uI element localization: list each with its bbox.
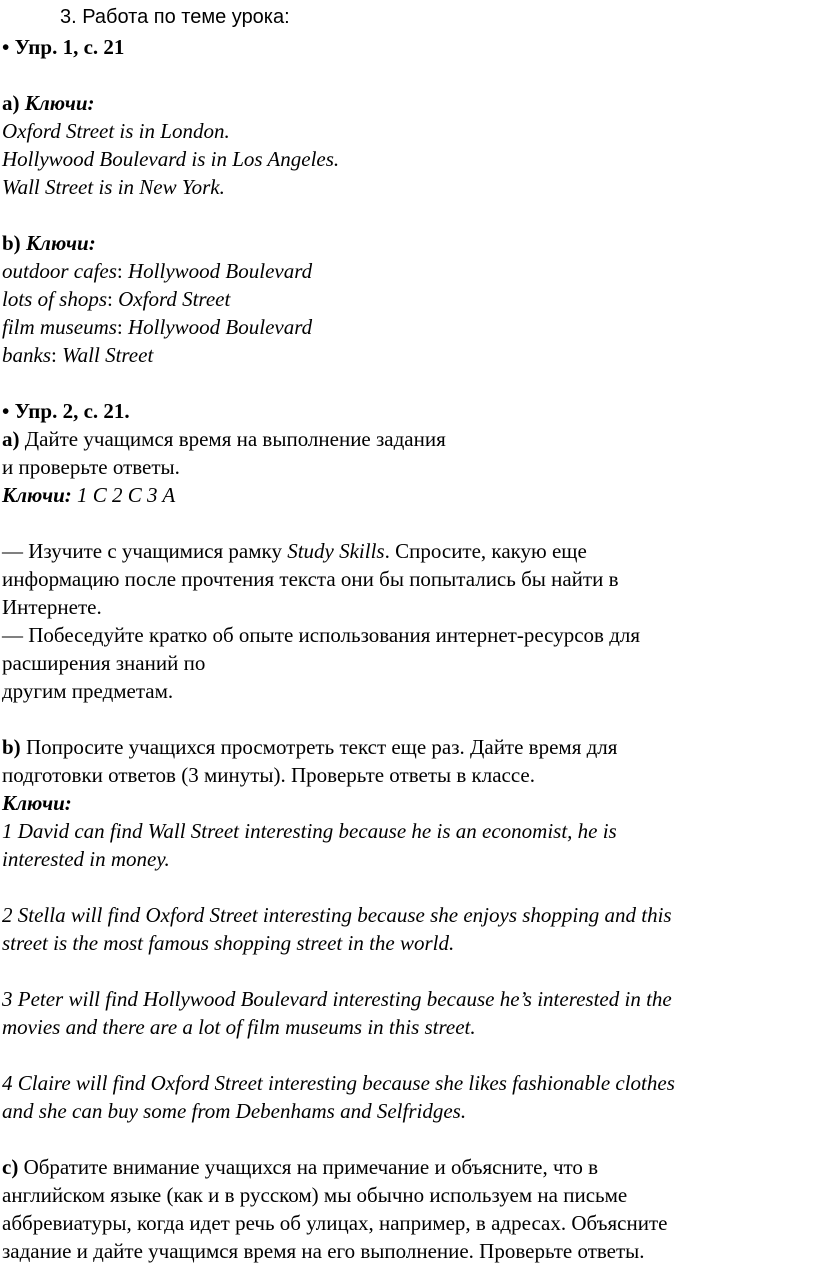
key-separator: : xyxy=(116,259,128,283)
answer-line: street is the most famous shopping street in the world. xyxy=(2,931,455,955)
ex2-b-instruction xyxy=(2,733,617,761)
paragraph-line: другим предметам. xyxy=(2,679,174,703)
part-letter: b) xyxy=(2,735,21,759)
key-term: film museums xyxy=(2,315,117,339)
paragraph-text: . Спросите, какую еще xyxy=(384,539,587,563)
ex1-a-label xyxy=(2,89,95,117)
key-answer: Hollywood Boulevard xyxy=(128,259,313,283)
study-skills-term: Study Skills xyxy=(287,539,385,563)
answer-line: 3 Peter will find Hollywood Boulevard interesting because he’s interested in the xyxy=(2,987,672,1011)
paragraph-line: Интернете. xyxy=(2,595,102,619)
key-answer: Hollywood Boulevard xyxy=(128,315,313,339)
instruction-text: Попросите учащихся просмотреть текст еще раз. Дайте время для xyxy=(20,735,618,759)
part-letter: b) xyxy=(2,231,21,255)
answer-line: interested in money. xyxy=(2,847,170,871)
paragraph-text: — Изучите с учащимися рамку xyxy=(2,539,288,563)
ex1-b-label xyxy=(2,229,96,257)
keys-label: Ключи: xyxy=(2,791,72,815)
key-term: outdoor cafes xyxy=(2,259,117,283)
instruction-line: подготовки ответов (3 минуты). Проверьте ответы в классе. xyxy=(2,763,535,787)
key-separator: : xyxy=(116,315,129,339)
instruction-line: и проверьте ответы. xyxy=(2,455,180,479)
answer-line: movies and there are a lot of film museums in this street. xyxy=(2,1015,476,1039)
exercise-2-heading: • Упр. 2, с. 21. xyxy=(2,399,130,423)
instruction-line: английском языке (как и в русском) мы обычно используем на письме xyxy=(2,1183,628,1207)
key-line: Hollywood Boulevard is in Los Angeles. xyxy=(2,147,340,171)
study-skills-line xyxy=(2,537,587,565)
key-answer: Wall Street xyxy=(62,343,154,367)
part-letter: a) xyxy=(2,91,20,115)
paragraph-line: информацию после прочтения текста они бы попытались бы найти в xyxy=(2,567,619,591)
instruction-text: Дайте учащимся время на выполнение задания xyxy=(19,427,446,451)
keys-label: Ключи: xyxy=(2,483,72,507)
ex2-c-instruction xyxy=(2,1153,598,1181)
key-answer: Oxford Street xyxy=(118,287,231,311)
ex2-a-keys xyxy=(2,481,175,509)
key-line: Wall Street is in New York. xyxy=(2,175,225,199)
answer-line: 4 Claire will find Oxford Street interesting because she likes fashionable clothes xyxy=(2,1071,675,1095)
part-letter: c) xyxy=(2,1155,19,1179)
answer-line: 1 David can find Wall Street interesting because he is an economist, he is xyxy=(2,819,617,843)
exercise-1-heading: • Упр. 1, с. 21 xyxy=(2,35,125,59)
answer-line: 2 Stella will find Oxford Street interesting because she enjoys shopping and this xyxy=(2,903,672,927)
key-answers: 1 C 2 C 3 A xyxy=(71,483,176,507)
paragraph-line: расширения знаний по xyxy=(2,651,206,675)
part-letter: a) xyxy=(2,427,20,451)
instruction-text: Обратите внимание учащихся на примечание и объясните, что в xyxy=(18,1155,599,1179)
answer-line: and she can buy some from Debenhams and Selfridges. xyxy=(2,1099,467,1123)
ex2-a-instruction xyxy=(2,425,446,453)
keys-label: Ключи: xyxy=(25,231,96,255)
keys-label: Ключи: xyxy=(24,91,95,115)
key-term: banks xyxy=(2,343,51,367)
key-separator: : xyxy=(51,343,63,367)
key-item xyxy=(2,341,153,369)
key-item xyxy=(2,313,312,341)
key-item xyxy=(2,285,230,313)
instruction-line: аббревиатуры, когда идет речь об улицах, например, в адресах. Объясните xyxy=(2,1211,668,1235)
key-item xyxy=(2,257,312,285)
paragraph-line: — Побеседуйте кратко об опыте использования интернет-ресурсов для xyxy=(2,623,641,647)
section-heading: 3. Работа по теме урока: xyxy=(60,6,290,28)
key-term: lots of shops xyxy=(2,287,108,311)
key-line: Oxford Street is in London. xyxy=(2,119,230,143)
instruction-line: задание и дайте учащимся время на его выполнение. Проверьте ответы. xyxy=(2,1239,645,1263)
key-separator: : xyxy=(107,287,119,311)
